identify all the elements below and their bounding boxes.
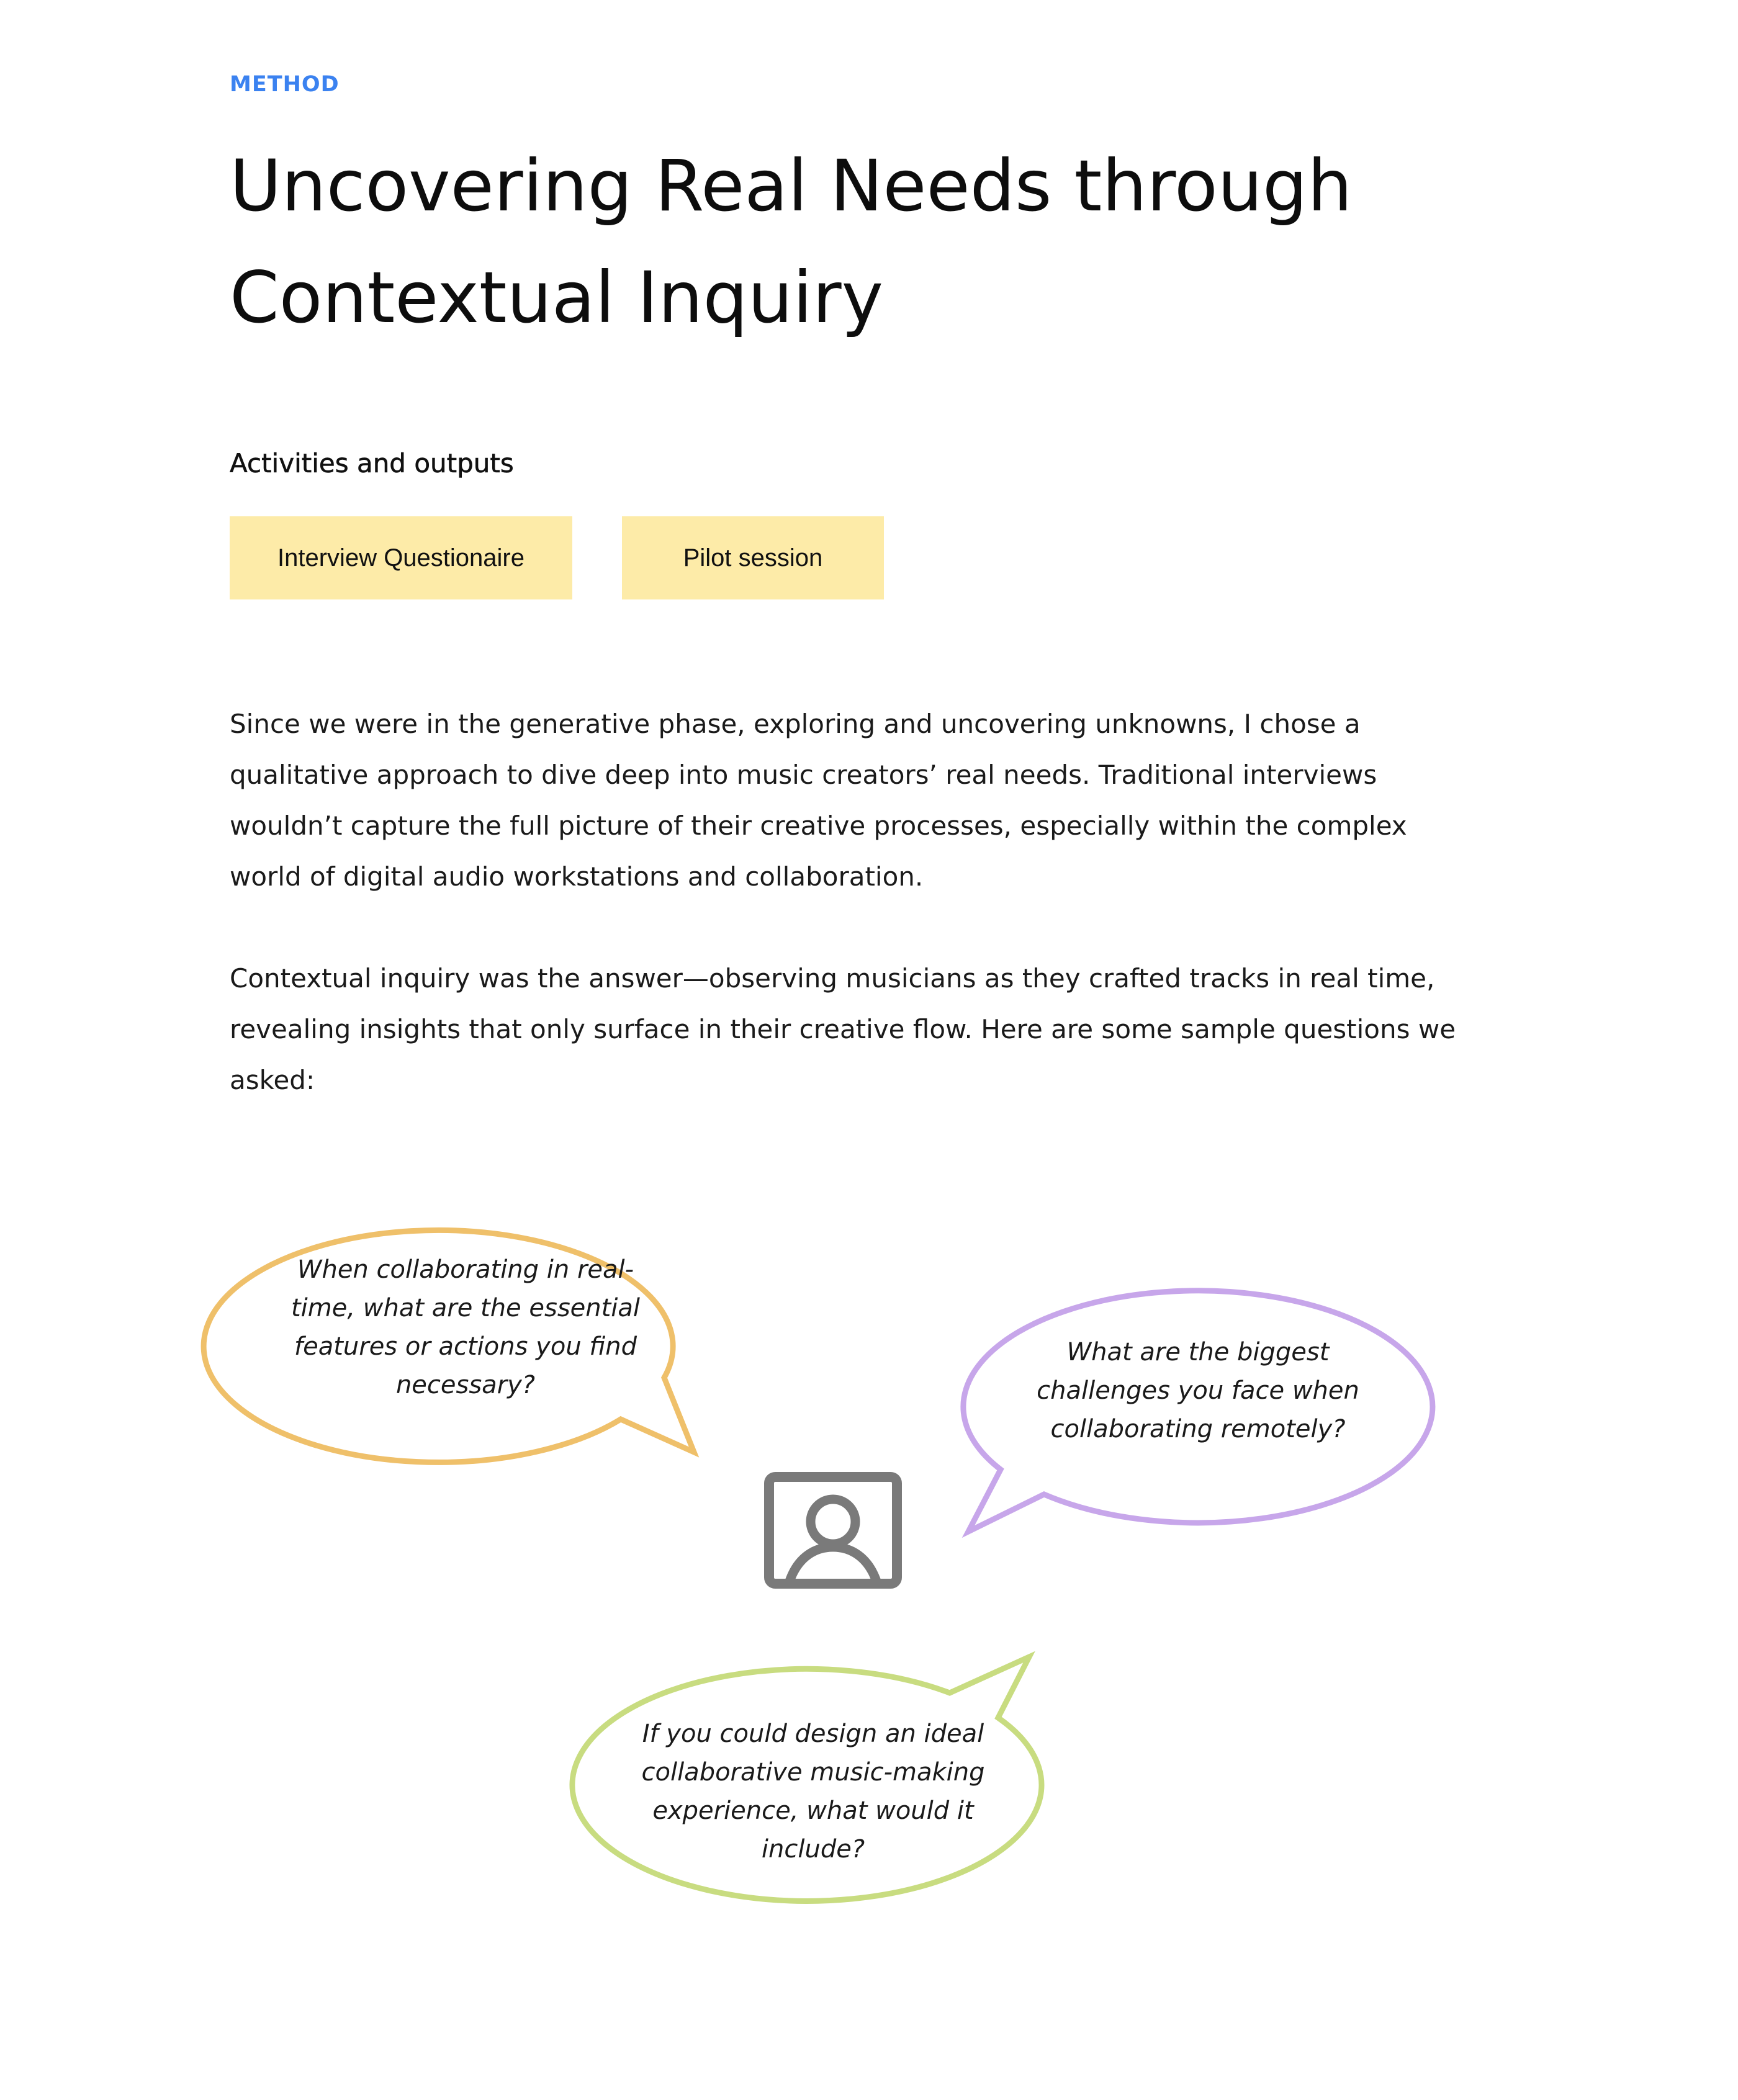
activities-label: Activities and outputs [230, 448, 514, 478]
question-text: When collaborating in real-time, what are the essential features or actions you find necessary? [290, 1255, 641, 1399]
user-portrait-icon [769, 1477, 897, 1584]
chip-interview-questionnaire[interactable]: Interview Questionaire [230, 516, 572, 599]
section-eyebrow: METHOD [230, 72, 340, 97]
page-title: Uncovering Real Needs through Contextual Inquiry [230, 145, 1353, 339]
chip-pilot-session[interactable]: Pilot session [622, 516, 884, 599]
question-text: What are the biggest challenges you face when collaborating remotely? [1037, 1338, 1359, 1443]
body-paragraph: Since we were in the generative phase, exploring and uncovering unknowns, I chose a qualitative approach to dive deep into music creators’ real needs. Traditional interviews wouldn’t capture the full picture of their creative processes, especially within the complex world of digital audio workstations and collaboration. [230, 709, 1407, 892]
body-paragraph: Contextual inquiry was the answer—observing musicians as they crafted tracks in real time, revealing insights that only surface in their creative flow. Here are some sample questions we asked: [230, 963, 1456, 1095]
question-text: If you could design an ideal collaborative music-making experience, what would it include? [641, 1720, 985, 1864]
